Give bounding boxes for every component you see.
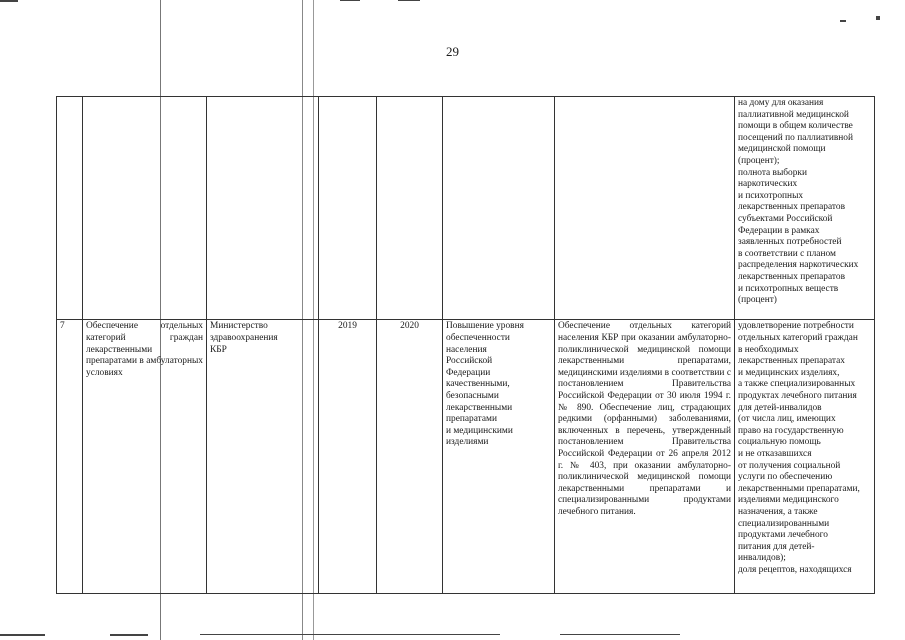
cell-end-empty xyxy=(377,97,443,320)
table-row-continuation xyxy=(57,97,875,320)
scan-bottom-mark-2 xyxy=(110,634,148,636)
table-row-7 xyxy=(57,320,875,594)
cell-num: 7 xyxy=(57,320,83,594)
scan-bottom-mark-4 xyxy=(560,634,680,635)
cell-indicators: удовлетворение потребности отдельных категорий граждан в необходимых лекарственных препаратах и медицинских изделиях, а также специализированных продуктах лечебного питания для детей-инвалидов (от числа лиц, имеющих право на государственную социальную помощь и не отказавшихся от получения социальной услуги по обеспечению лекарственными препаратами, изделиями медицинского назначения, а также специализированными продуктами лечебного питания для детей- инвалидов); доля рецептов, находящихся xyxy=(735,320,875,594)
cell-end-year: 2020 xyxy=(377,320,443,594)
page-number: 29 xyxy=(446,44,459,59)
scan-bottom-mark-1 xyxy=(0,634,45,636)
scan-top-mark-3 xyxy=(398,0,420,1)
cell-activity-empty xyxy=(83,97,207,320)
cell-num-empty xyxy=(57,97,83,320)
scan-bottom-mark-3 xyxy=(200,634,500,635)
program-activities-table xyxy=(56,96,875,594)
cell-executor-empty xyxy=(207,97,319,320)
cell-executor: Министерство здравоохранения КБР xyxy=(207,320,319,594)
cell-start-year: 2019 xyxy=(319,320,377,594)
cell-start-empty xyxy=(319,97,377,320)
scan-corner-mark-2 xyxy=(876,16,880,20)
cell-result-empty xyxy=(443,97,555,320)
scan-top-mark-2 xyxy=(340,0,360,1)
cell-description-empty xyxy=(555,97,735,320)
scan-corner-mark-1 xyxy=(840,20,846,22)
cell-indicators-continuation: на дому для оказания паллиативной медицинской помощи в общем количестве посещений по паллиативной медицинской помощи (процент); полнота выборки наркотических и психотропных лекарственных препаратов субъектами Российской Федерации в рамках заявленных потребностей в соответствии с планом распределения наркотических лекарственных препаратов и психотропных веществ (процент) xyxy=(735,97,875,320)
scan-top-mark-1 xyxy=(0,0,18,2)
cell-activity: Обеспечение отдельных категорий граждан лекарственными препаратами в амбулаторных условиях xyxy=(83,320,207,594)
cell-result: Повышение уровня обеспеченности населения Российской Федерации качественными, безопасными лекарственными препаратами и медицинскими изделиями xyxy=(443,320,555,594)
cell-description: Обеспечение отдельных категорий населения КБР при оказании амбулаторно-поликлинической медицинской помощи лекарственными препаратами, медицинскими изделиями в соответствии с постановлением Правительства Российской Федерации от 30 июля 1994 г. № 890. Обеспечение лиц, страдающих редкими (орфанными) заболеваниями, включенных в перечень, утвержденный постановлением Правительства Российской Федерации от 26 апреля 2012 г. № 403, при оказании амбулаторно-поликлинической медицинской помощи лекарственными препаратами и специализированными продуктами лечебного питания. xyxy=(555,320,735,594)
